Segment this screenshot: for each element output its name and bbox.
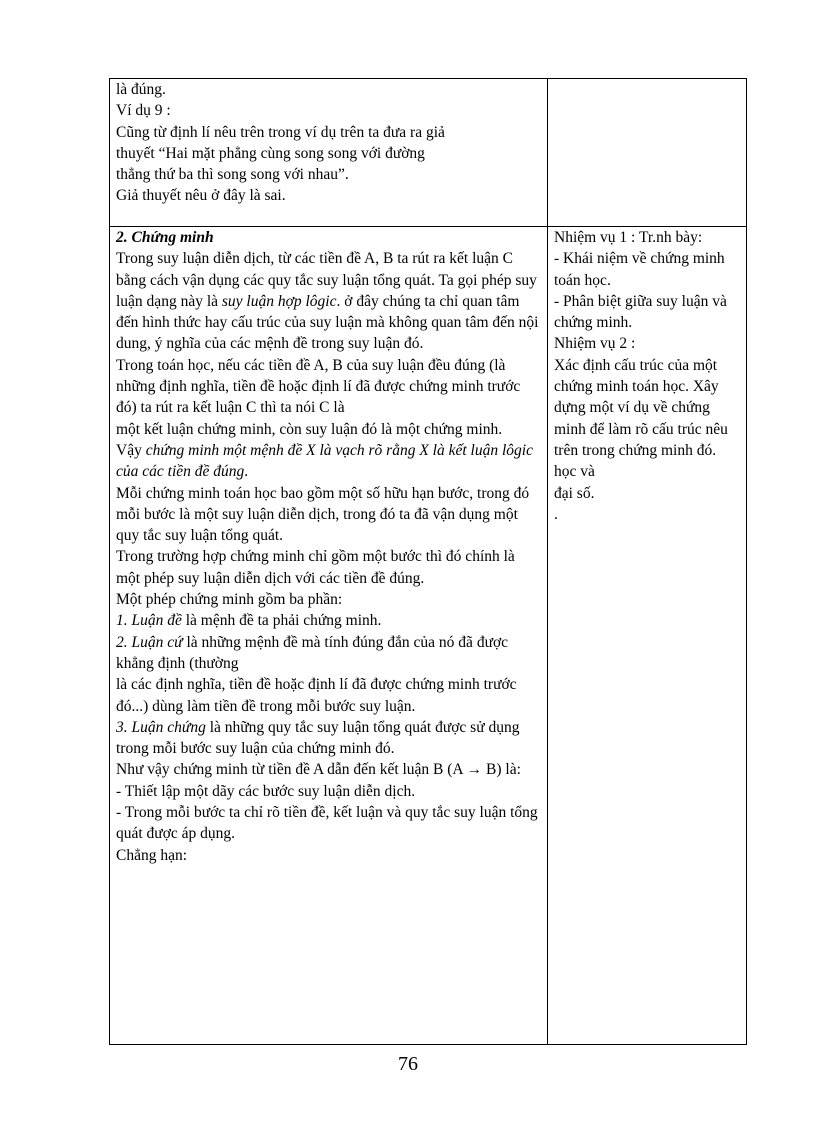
text-line: . — [554, 505, 558, 523]
text-line: học và — [554, 463, 595, 481]
paragraph: Như vậy chứng minh từ tiền đề A dẫn đến kết luận B (A → B) là: — [116, 761, 521, 779]
task-item: - Phân biệt giữa suy luận và chứng minh. — [554, 292, 727, 332]
section-heading: 2. Chứng minh — [116, 229, 214, 246]
text-line: Cũng từ định lí nêu trên trong ví dụ trên ta đưa ra giả — [116, 123, 445, 141]
paragraph: Trong suy luận diễn dịch, từ các tiền đề A, B ta rút ra kết luận C bằng cách vận dụng các quy tắc suy luận tổng quát. Ta gọi phép suy luận dạng này là suy luận hợp lôgic. ở đây chúng ta chỉ quan tâm đến hình thức hay cấu trúc của suy luận mà không quan tâm đến nội dung, ý nghĩa của các mệnh đề trong suy luận đó. — [116, 250, 539, 353]
text-line: Giả thuyết nêu ở đây là sai. — [116, 187, 286, 205]
paragraph: Trong trường hợp chứng minh chỉ gồm một bước thì đó chính là một phép suy luận diễn dịch với các tiền đề đúng. — [116, 548, 515, 587]
paragraph: Trong toán học, nếu các tiền đề A, B của suy luận đều đúng (là những định nghĩa, tiền đề hoặc định lí đã được chứng minh trước đó) ta rút ra kết luận C thì ta nói C là — [116, 356, 521, 417]
text-line: thẳng thứ ba thì song song với nhau”. — [116, 166, 349, 184]
list-item: - Trong mỗi bước ta chỉ rõ tiền đề, kết luận và quy tắc suy luận tổng quát được áp dụng. — [116, 804, 538, 843]
page-number: 76 — [398, 1053, 418, 1075]
list-item: 2. Luận cứ là những mệnh đề mà tính đúng đắn của nó đã được khẳng định (thường — [116, 633, 509, 672]
text-line: thuyết “Hai mặt phẳng cùng song song với đường — [116, 144, 425, 162]
definition: Vậy chứng minh một mệnh đề X là vạch rõ rằng X là kết luận lôgic của các tiền đề đúng. — [116, 441, 533, 481]
list-item: - Thiết lập một dãy các bước suy luận diễn dịch. — [116, 782, 416, 800]
text-line: đại số. — [554, 484, 595, 502]
row2-right-cell — [548, 227, 747, 1045]
task-item: Xác định cấu trúc của một chứng minh toán học. Xây dựng một ví dụ về chứng minh để làm rõ cấu trúc nêu trên trong chứng minh đó. — [554, 356, 728, 459]
content-table — [109, 78, 747, 1045]
paragraph: Chẳng hạn: — [116, 846, 188, 864]
task-2-title: Nhiệm vụ 2 : — [554, 335, 636, 353]
row2-left-cell — [110, 227, 548, 1045]
paragraph: Một phép chứng minh gồm ba phần: — [116, 591, 343, 609]
paragraph: một kết luận chứng minh, còn suy luận đó là một chứng minh. — [116, 420, 503, 438]
row1-left-cell — [110, 79, 548, 227]
paragraph: là các định nghĩa, tiền đề hoặc định lí đã được chứng minh trước đó...) dùng làm tiền đề trong mỗi bước suy luận. — [116, 676, 517, 715]
table-row — [110, 79, 747, 227]
paragraph: Mỗi chứng minh toán học bao gồm một số hữu hạn bước, trong đó mỗi bước là một suy luận diễn dịch, trong đó ta đã vận dụng một quy tắc suy luận tổng quát. — [116, 484, 530, 545]
text-line: là đúng. — [116, 81, 166, 98]
list-item: 1. Luận đề là mệnh đề ta phải chứng minh. — [116, 612, 382, 630]
task-item: - Khái niệm về chứng minh toán học. — [554, 250, 725, 289]
task-1-title: Nhiệm vụ 1 : Tr.nh bày: — [554, 229, 703, 246]
table-row — [110, 227, 747, 1045]
example-label: Ví dụ 9 : — [116, 102, 171, 120]
row1-right-cell — [548, 79, 747, 227]
list-item: 3. Luận chứng là những quy tắc suy luận tổng quát được sử dụng trong mỗi bước suy luận của chứng minh đó. — [116, 718, 520, 758]
